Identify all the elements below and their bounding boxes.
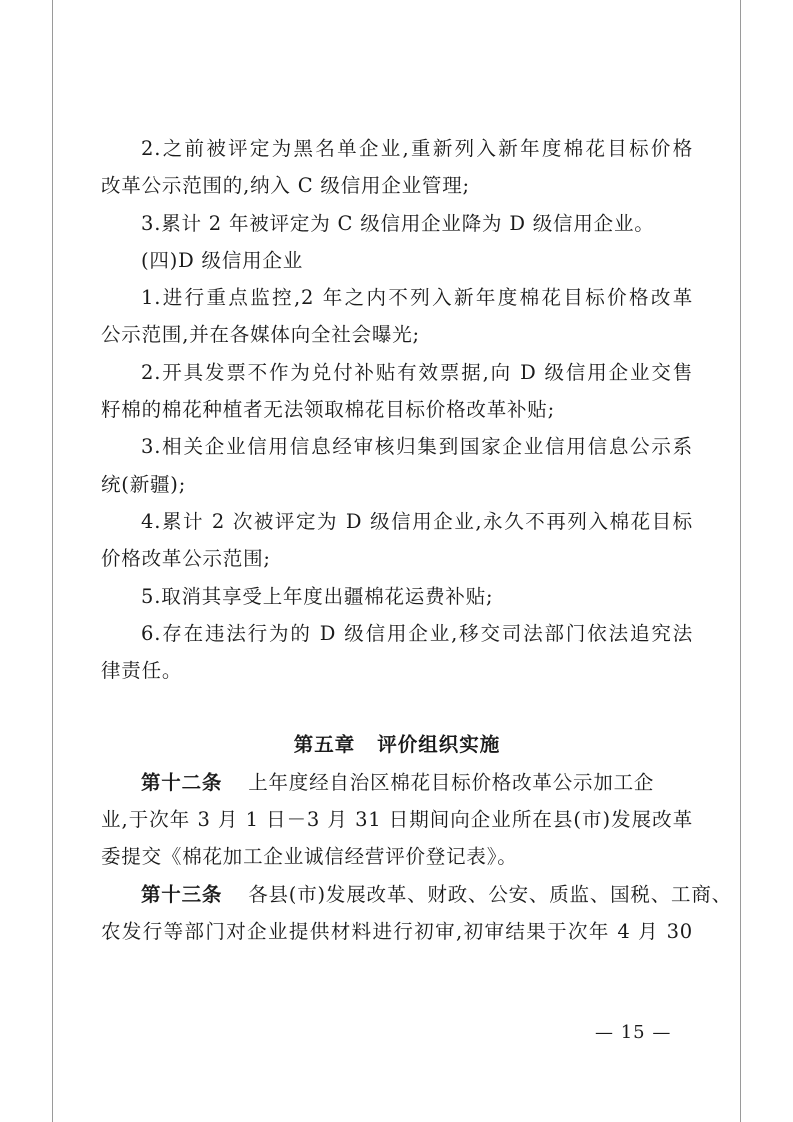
paragraph-line: 6.存在违法行为的 D 级信用企业,移交司法部门依法追究法	[141, 621, 693, 645]
section-heading: (四)D 级信用企业	[141, 248, 304, 272]
paragraph-line: 改革公示范围的,纳入 C 级信用企业管理;	[101, 174, 470, 198]
paragraph-line: 价格改革公示范围;	[101, 547, 271, 571]
article-12-text: 上年度经自治区棉花目标价格改革公示加工企	[248, 770, 655, 794]
article-13-label: 第十三条	[141, 882, 223, 906]
right-margin-line	[740, 0, 741, 1122]
article-13-line-1	[101, 876, 732, 913]
paragraph-line: 2.之前被评定为黑名单企业,重新列入新年度棉花目标价格	[141, 137, 693, 160]
paragraph-line: 统(新疆);	[101, 472, 187, 496]
paragraph-line: 公示范围,并在各媒体向全社会曝光;	[101, 323, 420, 347]
page-number: — 15 —	[595, 1022, 672, 1043]
paragraph-line: 2.开具发票不作为兑付补贴有效票据,向 D 级信用企业交售	[141, 360, 693, 384]
paragraph-line: 籽棉的棉花种植者无法领取棉花目标价格改革补贴;	[101, 398, 555, 422]
paragraph-line: 3.累计 2 年被评定为 C 级信用企业降为 D 级信用企业。	[141, 211, 655, 235]
paragraph-line: 委提交《棉花加工企业诚信经营评价登记表》。	[101, 845, 518, 869]
paragraph-line: 5.取消其享受上年度出疆棉花运费补贴;	[141, 584, 494, 608]
chapter-heading	[101, 726, 693, 763]
article-13-text: 各县(市)发展改革、财政、公安、质监、国税、工商、	[248, 882, 732, 906]
paragraph-line: 1.进行重点监控,2 年之内不列入新年度棉花目标价格改革	[141, 286, 693, 310]
chapter-title: 评价组织实施	[377, 733, 501, 757]
left-margin-line	[52, 0, 53, 1122]
article-12-line-1	[101, 764, 693, 801]
paragraph-line: 4.累计 2 次被评定为 D 级信用企业,永久不再列入棉花目标	[141, 509, 693, 533]
paragraph-line: 律责任。	[101, 659, 183, 683]
paragraph-line: 3.相关企业信用信息经审核归集到国家企业信用信息公示系	[141, 435, 693, 459]
paragraph-line: 农发行等部门对企业提供材料进行初审,初审结果于次年 4 月 30	[101, 919, 693, 943]
chapter-number: 第五章	[293, 733, 356, 757]
document-body	[101, 130, 732, 950]
article-12-label: 第十二条	[141, 770, 223, 794]
paragraph-line: 业,于次年 3 月 1 日－3 月 31 日期间向企业所在县(市)发展改革	[101, 808, 693, 832]
